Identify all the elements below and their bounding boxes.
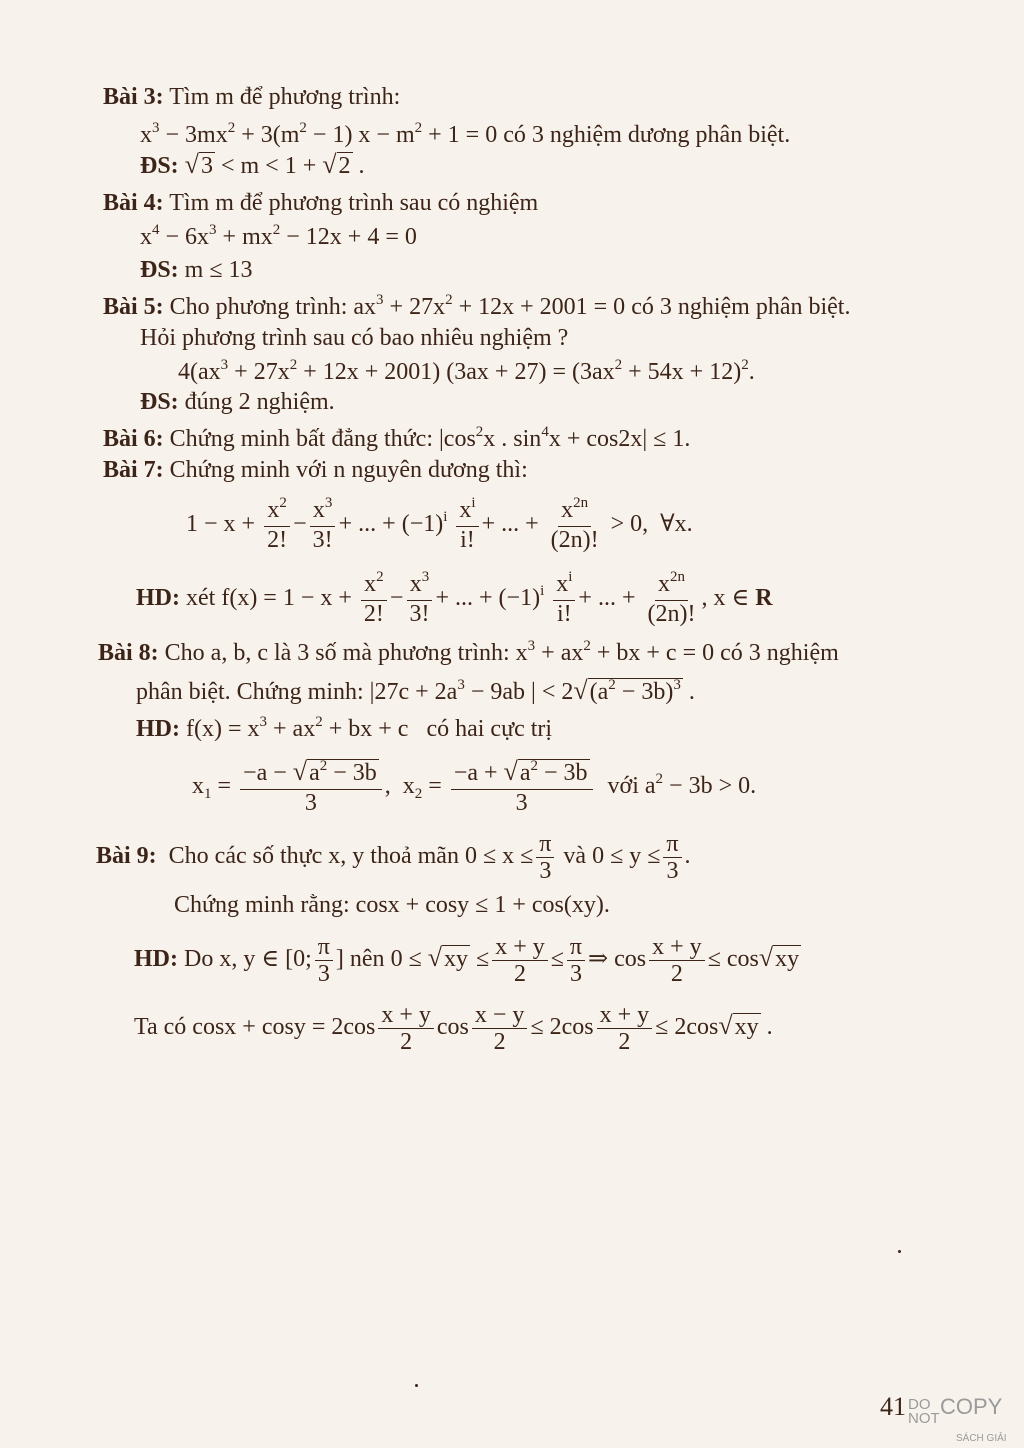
bai4-ds-label: ĐS:	[140, 257, 179, 283]
bai5-ds-value: đúng 2 nghiệm.	[184, 389, 335, 415]
bai9-prove: Chứng minh rằng: cosx + cosy ≤ 1 + cos(xy).	[174, 892, 610, 918]
print-dot	[898, 1250, 901, 1253]
bai5-answer	[140, 387, 335, 417]
bai8-hd-label: HD:	[136, 716, 180, 742]
bai4-text: Tìm m để phương trình sau có nghiệm	[169, 190, 539, 216]
bai8-roots: $x_1$ = $\frac{-a - √a^2 - 3b}{3}$ , $x_2$ = $\frac{-a + √a^2 - 3b}{3}$ với $a^2 - 3b > 0$.	[192, 756, 757, 816]
bai8-suffix: có 3 nghiệm	[720, 640, 839, 666]
bai7-hint: HD: xét f(x) = 1 − x + $\frac{x^2}{2!}$ − $\frac{x^3}{3!}$ + ... + $(-1)^i$ $\frac{x^i}{i!}$ + ... + $\frac{x^{2n}}{(2n)!}$ , x ∈ R	[136, 569, 773, 628]
bai3-label: Bài 3:	[103, 84, 164, 110]
bai9-and-text: và	[563, 843, 587, 869]
bai7-hd-label: HD:	[136, 585, 180, 611]
bai8-label: Bài 8:	[98, 640, 159, 666]
bai3-ds-label: ĐS:	[140, 153, 179, 179]
bai4-heading	[103, 188, 538, 218]
bai3-heading	[103, 82, 400, 112]
watermark-do: DO	[908, 1396, 931, 1413]
bai5-suffix: có 3 nghiệm phân biệt.	[631, 294, 851, 320]
bai9-hd-label: HD:	[134, 946, 178, 972]
bai5-label: Bài 5:	[103, 294, 164, 320]
bai4-answer	[140, 255, 253, 285]
bai4-ds-value: m ≤ 13	[184, 257, 253, 283]
bai8-with-text: với	[607, 773, 639, 799]
bai3-answer: ĐS: √3 < m < 1 + √2 .	[140, 150, 365, 179]
bai6-label: Bài 6:	[103, 426, 164, 452]
watermark-logo	[908, 1394, 1007, 1444]
bai4-label: Bài 4:	[103, 190, 164, 216]
bai9-label: Bài 9:	[96, 843, 157, 869]
bai3-suffix: có 3 nghiệm dương phân biệt.	[503, 122, 791, 148]
bai5-equation: $4(ax^3 + 27x^2 + 12x + 2001) (3ax + 27) = (3ax^2 + 54x + 12)^2$.	[178, 357, 755, 385]
bai9-nen: nên	[349, 946, 385, 972]
bai9-taco: Ta có	[134, 1014, 187, 1040]
bai8-text: Cho a, b, c là 3 số mà phương trình:	[164, 640, 510, 666]
bai9-text: Cho các số thực x, y thoả mãn	[168, 843, 459, 869]
bai5-question: Hỏi phương trình sau có bao nhiêu nghiệm ?	[140, 325, 569, 351]
page-number: 41	[880, 1392, 906, 1421]
bai7-text: Chứng minh với n nguyên dương thì:	[169, 457, 528, 483]
bai6-heading: Bài 6: Chứng minh bất đẳng thức: $|\cos^2x$ . $\sin^4x + \cos 2x| \le 1$.	[103, 424, 691, 452]
bai7-label: Bài 7:	[103, 457, 164, 483]
bai4-equation: $x^4 - 6x^3 + mx^2 - 12x + 4 = 0$	[140, 222, 417, 250]
bai7-heading	[103, 455, 528, 485]
bai8-heading: Bài 8: Cho a, b, c là 3 số mà phương trình: $x^3 + ax^2$ + bx + c = 0 có 3 nghiệm	[98, 638, 839, 666]
bai7-hd-text: xét	[186, 585, 216, 611]
bai7-inequality: 1 − x + $\frac{x^2}{2!}$ − $\frac{x^3}{3!}$ + ... + $(-1)^i$ $\frac{x^i}{i!}$ + ... + $\frac{x^{2n}}{(2n)!}$ > 0, ∀x.	[186, 495, 693, 554]
bai9-derivation: Ta có cosx + cosy = 2cos $\frac{x + y}{2}$ cos $\frac{x - y}{2}$ ≤ 2cos $\frac{x + y}{2}$ ≤ 2cos√xy .	[134, 1001, 773, 1055]
bai8-line2: phân biệt. Chứng minh:	[136, 679, 364, 705]
bai8-prove: phân biệt. Chứng minh: $|27c + 2a^3 - 9ab$ | < $2√(a^2 - 3b)^3$ .	[136, 676, 695, 705]
bai8-hint: HD: $f(x) = x^3 + ax^2$ + bx + c có hai cực trị	[136, 714, 553, 742]
bai5-text: Cho phương trình:	[169, 294, 348, 320]
print-dot	[415, 1384, 418, 1387]
bai5-heading: Bài 5: Cho phương trình: $ax^3 + 27x^2 + 12x + 2001 = 0$ có 3 nghiệm phân biệt.	[103, 292, 851, 320]
bai3-text: Tìm m để phương trình:	[169, 84, 401, 110]
bai9-hint: HD: Do x, y ∈ [0; $\frac{\pi}{3}$ ] nên 0 ≤ √xy ≤ $\frac{x + y}{2}$ ≤ $\frac{\pi}{3}$ ⇒ cos $\frac{x + y}{2}$ ≤ cos√xy	[134, 933, 800, 987]
watermark-copy: COPY	[940, 1394, 1003, 1419]
watermark-not: NOT	[908, 1410, 940, 1427]
bai3-equation: $x^3 - 3mx^2 + 3(m^2 - 1) x - m^2 + 1 = 0$ có 3 nghiệm dương phân biệt.	[140, 120, 791, 148]
bai8-hd-suffix: có hai cực trị	[426, 716, 553, 742]
bai5-ds-label: ĐS:	[140, 389, 179, 415]
watermark-brand: SÁCH GIẢI	[956, 1433, 1007, 1444]
bai9-heading: Bài 9: Cho các số thực x, y thoả mãn 0 ≤ x ≤ $\frac{\pi}{3}$ và 0 ≤ y ≤ $\frac{\pi}{3}$ .	[96, 830, 691, 884]
bai9-hd-text: Do x, y ∈	[184, 946, 280, 972]
bai6-text: Chứng minh bất đẳng thức:	[169, 426, 433, 452]
